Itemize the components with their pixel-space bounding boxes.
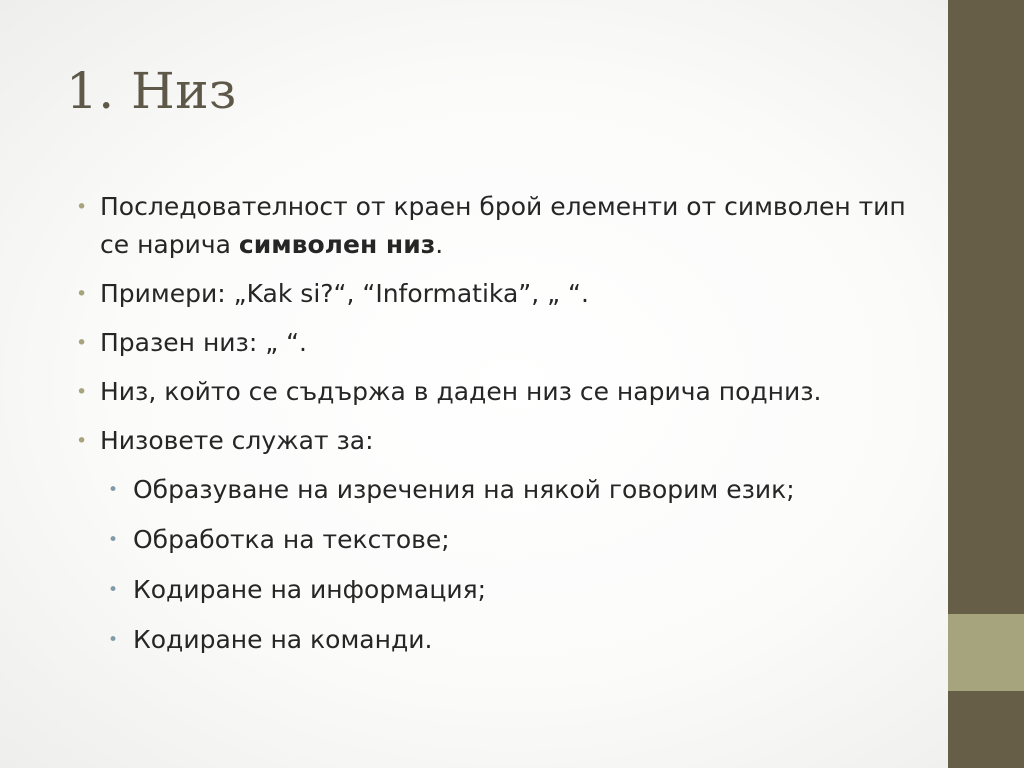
bullet-dot-icon: •: [76, 430, 88, 452]
sub-bullet-text: Обработка на текстове;: [133, 525, 450, 554]
slide-title: 1. Низ: [66, 62, 237, 120]
sub-bullet-dot-icon: •: [108, 630, 119, 650]
bullet-item: [76, 324, 936, 362]
sub-bullet-text: Образуване на изречения на някой говорим език;: [133, 475, 795, 504]
bullet-text: Празен низ: „ “.: [100, 328, 308, 357]
bullet-dot-icon: •: [76, 381, 88, 403]
bullet-text: Последователност от краен брой елементи от символен тип се нарича: [100, 192, 906, 259]
bullet-item: [76, 188, 936, 264]
bullet-text-end: .: [435, 230, 444, 259]
bullet-dot-icon: •: [76, 332, 88, 354]
sub-bullet-dot-icon: •: [108, 530, 119, 550]
bullet-dot-icon: •: [76, 196, 88, 218]
bullet-item: [76, 422, 936, 460]
bullet-text-bold: символен низ: [238, 230, 436, 259]
sub-bullet-item: [76, 621, 936, 659]
bullet-item: [76, 275, 936, 313]
side-decor-accent: [948, 614, 1024, 691]
sub-bullet-dot-icon: •: [108, 480, 119, 500]
bullet-item: [76, 373, 936, 411]
bullet-text: Низ, който се съдържа в даден низ се нарича подниз.: [100, 377, 822, 406]
sub-bullet-item: [76, 571, 936, 609]
bullet-dot-icon: •: [76, 283, 88, 305]
bullet-list: [76, 188, 936, 671]
bullet-text: Примери: „Kak si?“, “Informatika”, „ “.: [100, 279, 589, 308]
sub-bullet-text: Кодиране на информация;: [133, 575, 487, 604]
sub-bullet-item: [76, 521, 936, 559]
bullet-text: Низовете служат за:: [100, 426, 374, 455]
sub-bullet-item: [76, 471, 936, 509]
sub-bullet-text: Кодиране на команди.: [133, 625, 433, 654]
sub-bullet-dot-icon: •: [108, 580, 119, 600]
